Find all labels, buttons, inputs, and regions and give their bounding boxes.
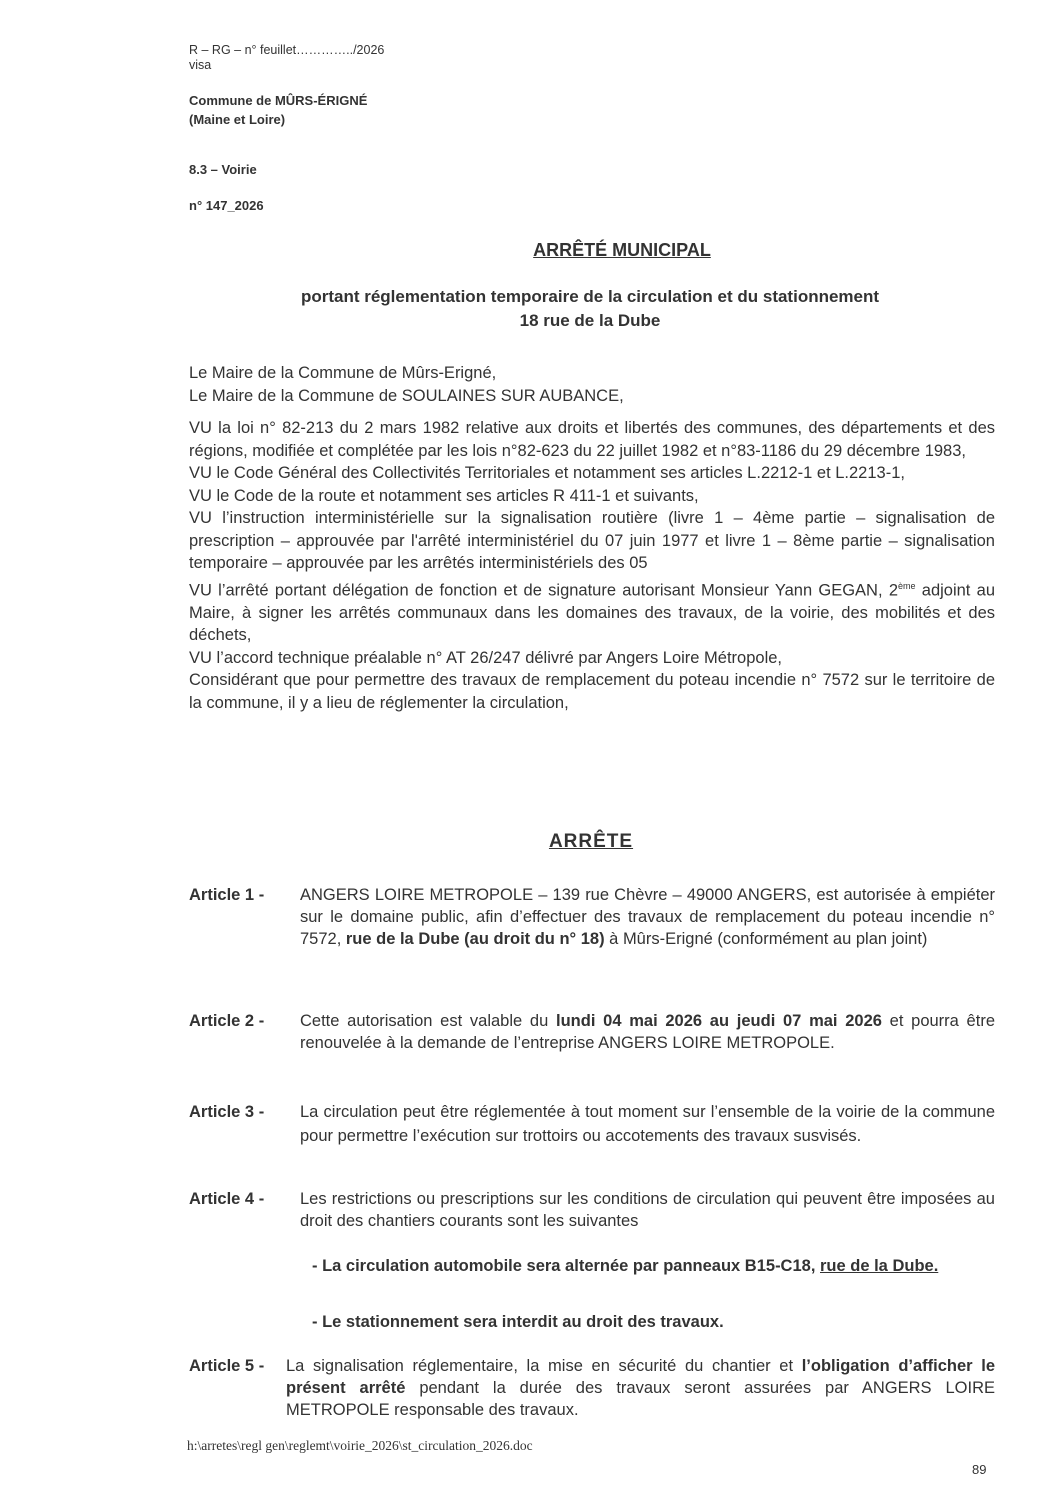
visa-label: visa <box>189 58 212 72</box>
article-3-label: Article 3 - <box>189 1103 265 1121</box>
vu-delegation-text-a: VU l’arrêté portant délégation de fonction et de signature autorisant Monsieur Yann GEGAN, 2 <box>189 581 898 599</box>
article-5-bold: l’obligation d’afficher le présent arrêté <box>286 1357 996 1397</box>
article-5-text <box>286 1355 995 1421</box>
vu-cgct: VU le Code Général des Collectivités Territoriales et notamment ses articles L.2212-1 et L.2213-1, <box>189 464 905 482</box>
article-5-text-a: La signalisation réglementaire, la mise en sécurité du chantier et <box>286 1357 802 1375</box>
vu-delegation-superscript: ème <box>898 580 916 591</box>
vu-delegation-text-b: adjoint au Maire, à signer les arrêtés communaux dans les domaines des travaux, de la voirie, des mobilités et des déchets, <box>189 581 995 644</box>
article-2-label: Article 2 - <box>189 1012 265 1030</box>
article-1 <box>189 884 995 950</box>
vu-delegation <box>189 575 995 647</box>
category-label: 8.3 – Voirie <box>189 162 257 177</box>
article-4 <box>189 1188 995 1232</box>
article-2 <box>189 1010 995 1054</box>
mayor-line-1: Le Maire de la Commune de Mûrs-Erigné, <box>189 364 497 382</box>
article-5-label: Article 5 - <box>189 1357 265 1375</box>
footer-file-path: h:\arretes\regl gen\reglemt\voirie_2026\st_circulation_2026.doc <box>187 1438 533 1453</box>
article-2-bold: lundi 04 mai 2026 au jeudi 07 mai 2026 <box>556 1012 882 1030</box>
article-4-bullet-1 <box>312 1254 993 1278</box>
article-5-text-b: pendant la durée des travaux seront assurées par ANGERS LOIRE METROPOLE responsable des travaux. <box>286 1379 995 1419</box>
department-name: (Maine et Loire) <box>189 112 286 127</box>
arrete-heading: ARRÊTE <box>548 831 634 852</box>
decree-number: n° 147_2026 <box>189 198 264 213</box>
vu-loi-82-213: VU la loi n° 82-213 du 2 mars 1982 relative aux droits et libertés des communes, des départements et des régions, modifiée et complétée par les lois n°82-623 du 22 juillet 1982 et n°83-1186 du 29 décembre 1983, <box>189 419 995 460</box>
article-3 <box>189 1100 995 1148</box>
article-1-text <box>300 884 995 950</box>
document-title: ARRÊTÉ MUNICIPAL <box>533 240 711 260</box>
document-subtitle <box>180 285 1000 333</box>
article-1-bold: rue de la Dube (au droit du n° 18) <box>345 930 605 948</box>
article-1-text-b: à Mûrs-Erigné (conformément au plan joint) <box>604 930 928 948</box>
vu-accord-technique: VU l’accord technique préalable n° AT 26/247 délivré par Angers Loire Métropole, <box>189 648 783 667</box>
vu-instruction-signalisation: VU l’instruction interministérielle sur la signalisation routière (livre 1 – 4ème partie – signalisation de prescription – approuvée par l'arrêté interministériel du 07 juin 1977 et livre 1 – 8ème partie – signalisation temporaire – approuvée par les arrêtés interministériels des 05 <box>189 509 995 572</box>
article-4-label: Article 4 - <box>189 1190 265 1208</box>
mayor-line-2: Le Maire de la Commune de SOULAINES SUR AUBANCE, <box>189 386 624 405</box>
article-2-text-b: et pourra être renouvelée à la demande de l’entreprise ANGERS LOIRE METROPOLE. <box>300 1012 995 1052</box>
article-4-bullet-2 <box>312 1310 993 1334</box>
subtitle-line-2: 18 rue de la Dube <box>519 311 661 330</box>
bullet-1-underlined: rue de la Dube. <box>820 1257 939 1275</box>
article-2-text <box>300 1010 995 1054</box>
page-number: 89 <box>972 1462 987 1477</box>
article-2-text-a: Cette autorisation est valable du <box>300 1012 557 1030</box>
article-1-text-a: ANGERS LOIRE METROPOLE – 139 rue Chèvre – 49000 ANGERS, est autorisée à empiéter sur le domaine public, afin d’effectuer des travaux de remplacement du poteau incendie n° 7572, <box>300 886 995 948</box>
article-5 <box>189 1355 995 1421</box>
commune-name: Commune de MÛRS-ÉRIGNÉ <box>189 93 368 108</box>
considerant: Considérant que pour permettre des travaux de remplacement du poteau incendie n° 7572 sur le territoire de la commune, il y a lieu de réglementer la circulation, <box>189 671 995 712</box>
reference-line: R – RG – n° feuillet…………../2026 <box>189 43 385 57</box>
article-1-label: Article 1 - <box>189 886 265 904</box>
vu-code-route: VU le Code de la route et notamment ses articles R 411-1 et suivants, <box>189 486 699 505</box>
bullet-1-text: - La circulation automobile sera alternée par panneaux B15-C18, <box>312 1257 820 1275</box>
bullet-2-text: - Le stationnement sera interdit au droit des travaux. <box>312 1313 724 1331</box>
subtitle-line-1: portant réglementation temporaire de la circulation et du stationnement <box>300 287 880 306</box>
article-3-text: La circulation peut être réglementée à tout moment sur l’ensemble de la voirie de la commune pour permettre l’exécution sur trottoirs ou accotements des travaux susvisés. <box>300 1103 995 1145</box>
preamble <box>189 362 995 714</box>
article-4-text: Les restrictions ou prescriptions sur les conditions de circulation qui peuvent être imposées au droit des chantiers courants sont les suivantes <box>300 1190 995 1230</box>
